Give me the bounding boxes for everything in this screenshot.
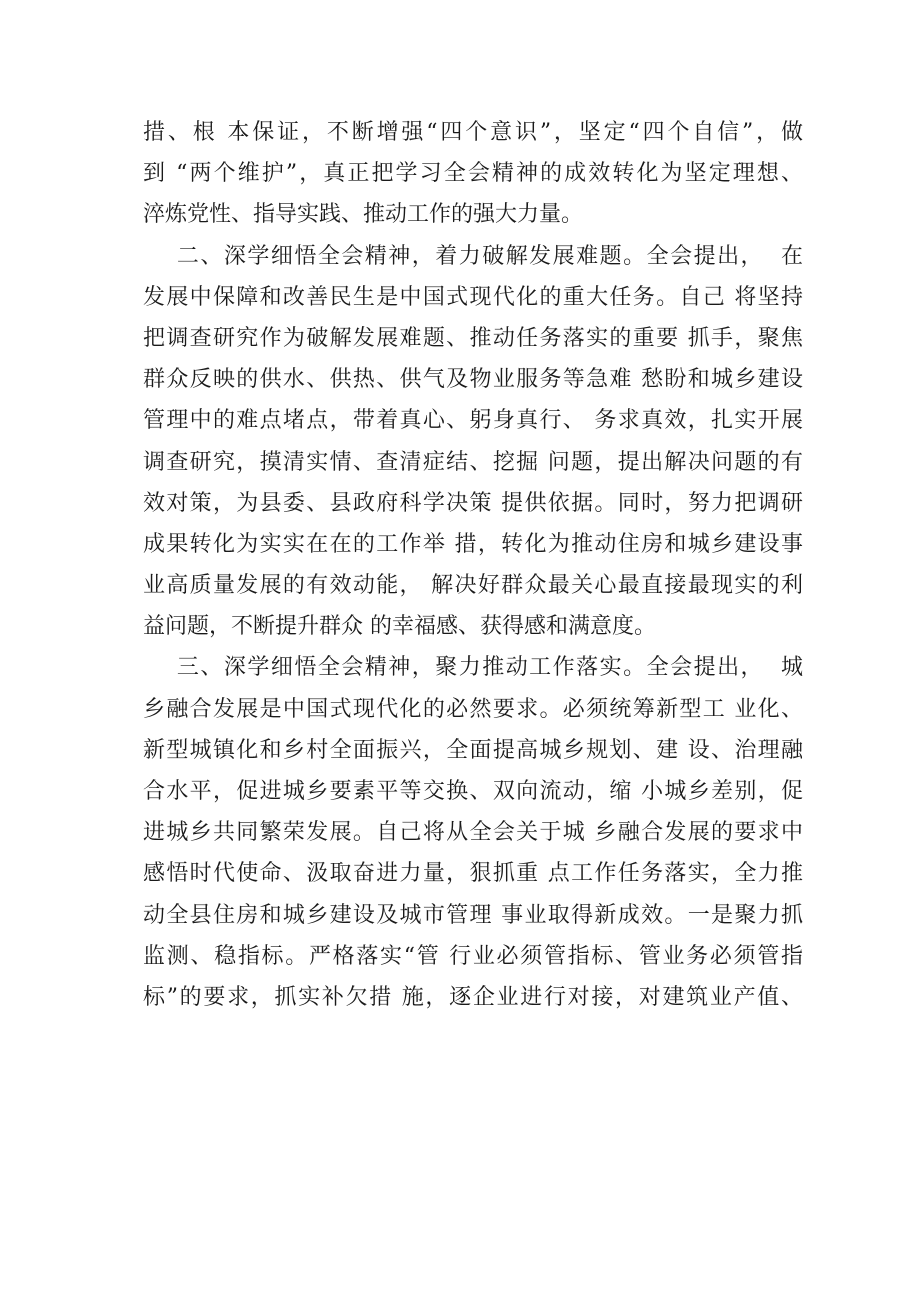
text-line: 到 “两个维护”，真正把学习全会精神的成效转化为坚定理想、: [143, 161, 803, 187]
paragraph-3: [143, 647, 803, 1018]
document-body: [143, 112, 803, 1018]
text-line: 三、深学细悟全会精神，聚力推动工作落实。全会提出， 城: [143, 655, 803, 681]
text-line: 监测、稳指标。严格落实“管 行业必须管指标、管业务必须管指: [143, 943, 803, 969]
text-line: 合水平，促进城乡要素平等交换、双向流动，缩 小城乡差别，促: [143, 779, 803, 804]
text-line: 感悟时代使命、汲取奋进力量，狠抓重 点工作任务落实，全力推: [143, 861, 803, 887]
text-line: 业高质量发展的有效动能， 解决好群众最关心最直接最现实的利: [143, 573, 803, 599]
text-line: 成果转化为实实在在的工作举 措，转化为推动住房和城乡建设事: [143, 531, 803, 557]
text-line: 新型城镇化和乡村全面振兴，全面提高城乡规划、建 设、治理融: [143, 737, 803, 763]
text-line: 调查研究，摸清实情、查清症结、挖掘 问题，提出解决问题的有: [143, 449, 803, 475]
text-line: 益问题，不断提升群众 的幸福感、获得感和满意度。: [143, 614, 656, 640]
text-line: 把调查研究作为破解发展难题、推动任务落实的重要 抓手，聚焦: [143, 325, 803, 351]
text-line: 动全县住房和城乡建设及城市管理 事业取得新成效。一是聚力抓: [143, 902, 803, 928]
text-line: 淬炼党性、指导实践、推动工作的强大力量。: [143, 202, 584, 228]
text-line: 管理中的难点堵点，带着真心、躬身真行、 务求真效，扎实开展: [143, 408, 803, 434]
paragraph-2: [143, 236, 803, 648]
text-line: 进城乡共同繁荣发展。自己将从全会关于城 乡融合发展的要求中: [143, 820, 803, 846]
text-line: 二、深学细悟全会精神，着力破解发展难题。全会提出， 在: [143, 243, 803, 269]
text-line: 措、根 本保证，不断增强“四个意识”，坚定“四个自信”，做: [143, 120, 803, 145]
paragraph-1: [143, 112, 803, 236]
text-line: 标”的要求，抓实补欠措 施，逐企业进行对接，对建筑业产值、: [143, 984, 803, 1010]
text-line: 发展中保障和改善民生是中国式现代化的重大任务。自己 将坚持: [143, 284, 803, 310]
text-line: 乡融合发展是中国式现代化的必然要求。必须统筹新型工 业化、: [143, 696, 803, 722]
text-line: 群众反映的供水、供热、供气及物业服务等急难 愁盼和城乡建设: [143, 367, 803, 393]
text-line: 效对策，为县委、县政府科学决策 提供依据。同时，努力把调研: [143, 490, 803, 516]
